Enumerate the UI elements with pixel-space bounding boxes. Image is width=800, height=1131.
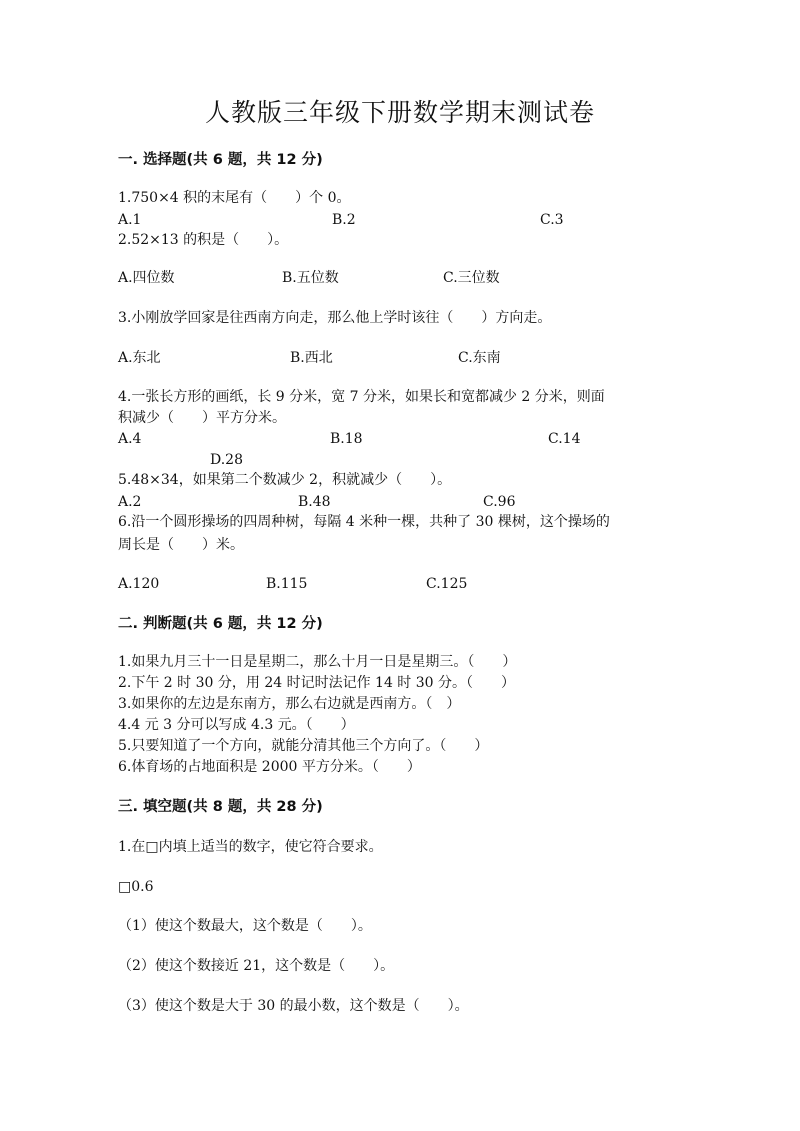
sub-question: （2）使这个数接近 21，这个数是（ ）。 [118, 958, 395, 974]
option-b: B.115 [266, 576, 308, 592]
option-a: A.东北 [118, 350, 161, 366]
question-stem-continued: 积减少（ ）平方分米。 [118, 410, 286, 426]
option-b: B.西北 [290, 350, 333, 366]
option-a: A.4 [118, 431, 142, 447]
option-a: A.1 [118, 212, 142, 228]
question-stem: 2.52×13 的积是（ ）。 [118, 232, 289, 248]
option-a: A.四位数 [118, 270, 175, 286]
question-stem: 1.在□内填上适当的数字，使它符合要求。 [118, 839, 383, 855]
question-stem: 5.48×34，如果第二个数减少 2，积就减少（ ）。 [118, 472, 452, 488]
sub-question: （1）使这个数最大，这个数是（ ）。 [118, 918, 372, 934]
option-c: C.96 [483, 494, 516, 510]
option-c: C.3 [540, 212, 564, 228]
page-title: 人教版三年级下册数学期末测试卷 [204, 98, 595, 127]
section-heading-judgment: 二. 判断题(共 6 题，共 12 分) [118, 616, 323, 632]
question-stem: 3.小刚放学回家是往西南方向走，那么他上学时该往（ ）方向走。 [118, 310, 552, 326]
judgment-item: 5.只要知道了一个方向，就能分清其他三个方向了。（ ） [118, 738, 489, 754]
section-heading-choice: 一. 选择题(共 6 题，共 12 分) [118, 152, 323, 168]
option-a: A.120 [118, 576, 160, 592]
question-stem: 6.沿一个圆形操场的四周种树，每隔 4 米种一棵，共种了 30 棵树，这个操场的 [118, 514, 610, 530]
option-b: B.48 [298, 494, 331, 510]
option-d: D.28 [210, 452, 243, 468]
option-b: B.五位数 [282, 270, 339, 286]
judgment-item: 2.下午 2 时 30 分，用 24 时记时法记作 14 时 30 分。（ ） [118, 675, 516, 691]
question-stem-continued: 周长是（ ）米。 [118, 537, 244, 553]
option-c: C.三位数 [443, 270, 500, 286]
option-c: C.14 [548, 431, 581, 447]
number-with-box: □0.6 [118, 879, 154, 895]
option-c: C.125 [426, 576, 468, 592]
option-c: C.东南 [458, 350, 501, 366]
judgment-item: 6.体育场的占地面积是 2000 平方分米。（ ） [118, 759, 421, 775]
section-heading-fill-in: 三. 填空题(共 8 题，共 28 分) [118, 799, 323, 815]
judgment-item: 4.4 元 3 分可以写成 4.3 元。（ ） [118, 717, 355, 733]
option-a: A.2 [118, 494, 142, 510]
question-stem: 1.750×4 积的末尾有（ ）个 0。 [118, 190, 351, 206]
sub-question: （3）使这个数是大于 30 的最小数，这个数是（ ）。 [118, 998, 469, 1014]
judgment-item: 1.如果九月三十一日是星期二，那么十月一日是星期三。（ ） [118, 654, 517, 670]
question-stem: 4.一张长方形的画纸，长 9 分米，宽 7 分米，如果长和宽都减少 2 分米，则面 [118, 389, 605, 405]
option-b: B.2 [332, 212, 356, 228]
judgment-item: 3.如果你的左边是东南方，那么右边就是西南方。（ ） [118, 696, 461, 712]
option-b: B.18 [330, 431, 363, 447]
